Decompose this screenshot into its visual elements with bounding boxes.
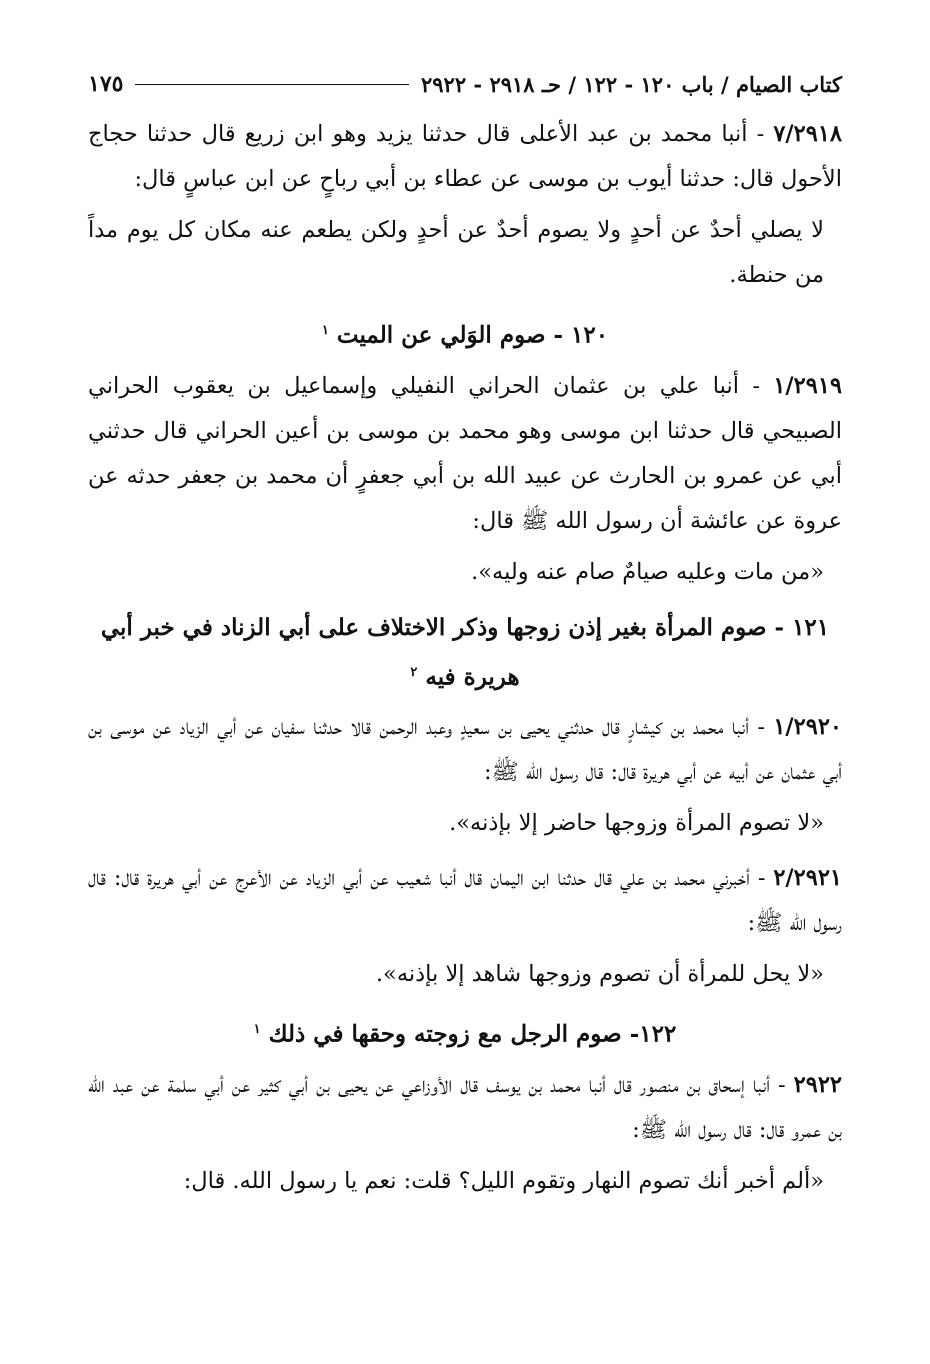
hadith-matn: «من مات وعليه صيامٌ صام عنه وليه». <box>471 558 824 585</box>
chapter-heading-121 <box>88 605 842 700</box>
hadith-2922 <box>88 1063 842 1153</box>
chapter-title: ١٢١ - صوم المرأة بغير إذن زوجها وذكر الاختلاف على أبي الزناد في خبر أبي هريرة فيه <box>100 613 830 691</box>
hadith-2918 <box>88 112 842 202</box>
hadith-2919 <box>88 364 842 544</box>
chapter-heading-122 <box>88 1007 842 1057</box>
footnote-marker: ١ <box>253 1022 261 1038</box>
hadith-isnad: - أنبا إسحاق بن منصور قال أنبا محمد بن يوسف قال الأوزاعي عن يحيى بن أبي كثير عن أبي سلمة عن عبد الله بن عمرو قال: قال رسول الله ﷺ: <box>88 1071 842 1143</box>
hadith-2921 <box>88 856 842 946</box>
hadith-isnad: - أخبرني محمد بن علي قال حدثنا ابن اليمان قال أنبا شعيب عن أبي الزياد عن الأعرج عن أبي هريرة قال: قال رسول الله ﷺ: <box>88 865 842 937</box>
hadith-number: ٢/٢٩٢١ <box>773 865 842 892</box>
page-header <box>88 66 842 102</box>
chapter-title: ١٢٢- صوم الرجل مع زوجته وحقها في ذلك <box>268 1020 677 1048</box>
hadith-number: ٧/٢٩١٨ <box>773 121 842 147</box>
hadith-number: ١/٢٩١٩ <box>773 372 842 399</box>
chapter-title: ١٢٠ - صوم الوَلي عن الميت <box>336 321 609 349</box>
hadith-matn: «ألم أخبر أنك تصوم النهار وتقوم الليل؟ قلت: نعم يا رسول الله. قال: <box>183 1167 824 1194</box>
hadith-isnad: - أنبا محمد بن كيشارٍ قال حدثني يحيى بن سعيدٍ وعبد الرحمن قالا حدثنا سفيان عن أبي الزياد عن موسى بن أبي عثمان عن أبيه عن أبي هريرة قال: قال رسول الله ﷺ: <box>88 714 842 786</box>
hadith-isnad: - أنبا علي بن عثمان الحراني النفيلي وإسماعيل بن يعقوب الحراني الصبيحي قال حدثنا ابن موسى وهو محمد بن موسى بن أعين الحراني قال حدثني أبي عن عمرو بن الحارث عن عبيد الله بن أبي جعفرٍ أن محمد بن جعفر حدثه عن عروة عن عائشة أن رسول الله ﷺ قال: <box>88 372 842 534</box>
hadith-2920 <box>88 705 842 795</box>
footnote-marker: ١ <box>321 323 329 338</box>
running-title: كتاب الصيام / باب ١٢٠ - ١٢٢ / حـ ٢٩١٨ - ٢٩٢٢ <box>421 71 842 97</box>
hadith-number: ٢٩٢٢ <box>793 1071 842 1098</box>
hadith-isnad: - أنبا محمد بن عبد الأعلى قال حدثنا يزيد وهو ابن زريع قال حدثنا حجاج الأحول قال: حدثنا أيوب بن موسى عن عطاء بن أبي رباحٍ عن ابن عباسٍ قال: <box>88 121 842 192</box>
page-number: ١٧٥ <box>88 71 124 97</box>
page-body <box>88 112 842 1214</box>
hadith-matn: «لا تصوم المرأة وزوجها حاضر إلا بإذنه». <box>449 810 824 837</box>
chapter-heading-120 <box>88 308 842 358</box>
hadith-number: ١/٢٩٢٠ <box>773 714 842 741</box>
hadith-matn: لا يصلي أحدٌ عن أحدٍ ولا يصوم أحدٌ عن أحدٍ ولكن يطعم عنه مكان كل يوم مداً من حنطة. <box>88 217 824 288</box>
hadith-matn: «لا يحل للمرأة أن تصوم وزوجها شاهد إلا بإذنه». <box>375 961 824 988</box>
header-rule <box>135 84 409 85</box>
footnote-marker: ٢ <box>410 664 418 680</box>
